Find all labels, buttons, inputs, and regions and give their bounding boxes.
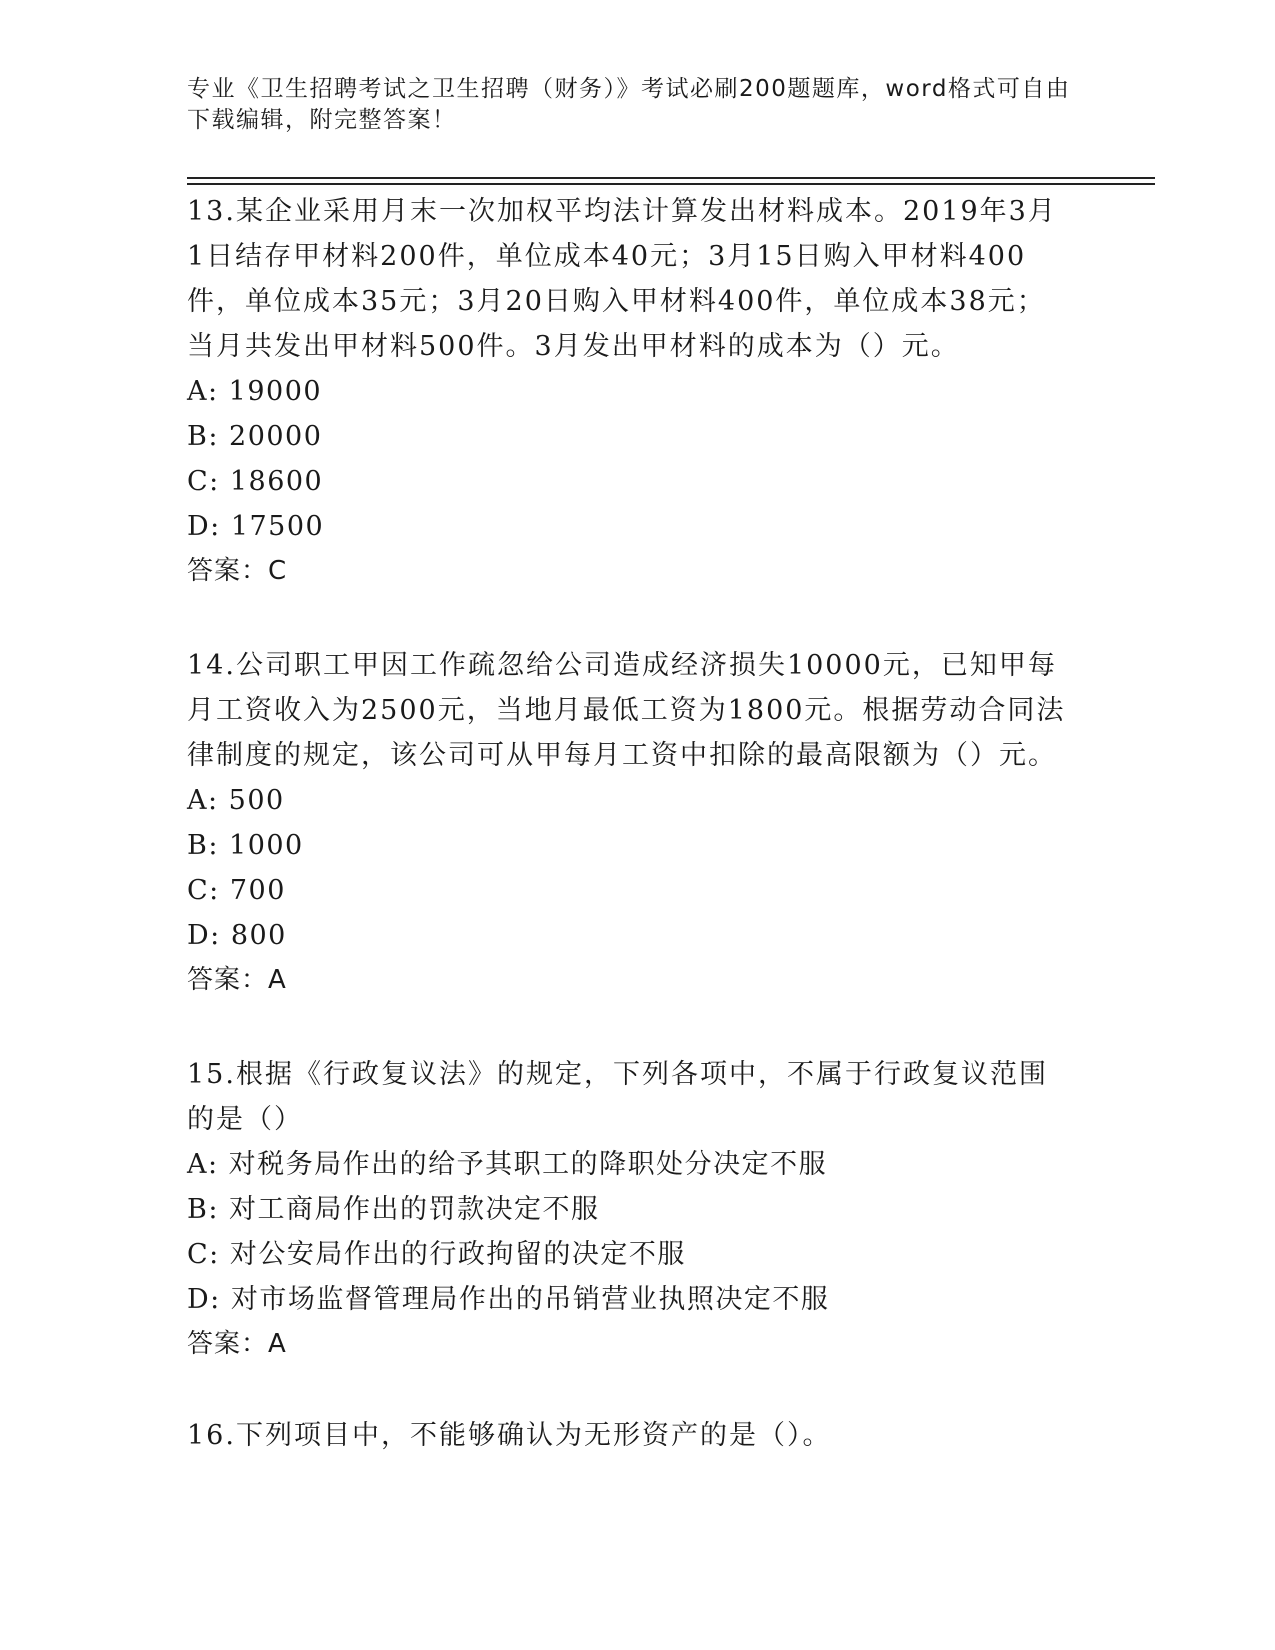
option-a: A: 对税务局作出的给予其职工的降职处分决定不服	[187, 1149, 828, 1180]
header-divider-bottom	[187, 183, 1155, 185]
answer: 答案：A	[187, 1329, 287, 1359]
option-a: A: 19000	[187, 376, 323, 407]
option-b: B: 20000	[187, 421, 323, 452]
question-14	[187, 643, 1067, 1003]
question-stem: 16.下列项目中，不能够确认为无形资产的是（）。	[187, 1420, 832, 1451]
option-c: C: 700	[187, 875, 286, 906]
header-divider-top	[187, 177, 1155, 179]
option-d: D: 17500	[187, 511, 325, 542]
question-stem: 13.某企业采用月末一次加权平均法计算发出材料成本。2019年3月1日结存甲材料200件，单位成本40元；3月15日购入甲材料400件，单位成本35元；3月20日购入甲材料400件，单位成本38元；当月共发出甲材料500件。3月发出甲材料的成本为（）元。	[187, 196, 1057, 362]
document-header: 专业《卫生招聘考试之卫生招聘（财务）》考试必刷200题题库，word格式可自由下载编辑，附完整答案！	[187, 76, 1071, 133]
option-a: A: 500	[187, 785, 285, 816]
option-b: B: 对工商局作出的罚款决定不服	[187, 1194, 600, 1225]
option-b: B: 1000	[187, 830, 304, 861]
question-stem: 14.公司职工甲因工作疏忽给公司造成经济损失10000元，已知甲每月工资收入为2500元，当地月最低工资为1800元。根据劳动合同法律制度的规定，该公司可从甲每月工资中扣除的最高限额为（）元。	[187, 650, 1066, 771]
question-15	[187, 1052, 1067, 1367]
option-c: C: 对公安局作出的行政拘留的决定不服	[187, 1239, 686, 1270]
question-13	[187, 189, 1067, 594]
option-d: D: 对市场监督管理局作出的吊销营业执照决定不服	[187, 1284, 830, 1315]
answer: 答案：C	[187, 556, 288, 586]
answer: 答案：A	[187, 965, 287, 995]
option-d: D: 800	[187, 920, 287, 951]
question-stem: 15.根据《行政复议法》的规定，下列各项中，不属于行政复议范围的是（）	[187, 1059, 1048, 1135]
question-16	[187, 1413, 1067, 1458]
option-c: C: 18600	[187, 466, 324, 497]
